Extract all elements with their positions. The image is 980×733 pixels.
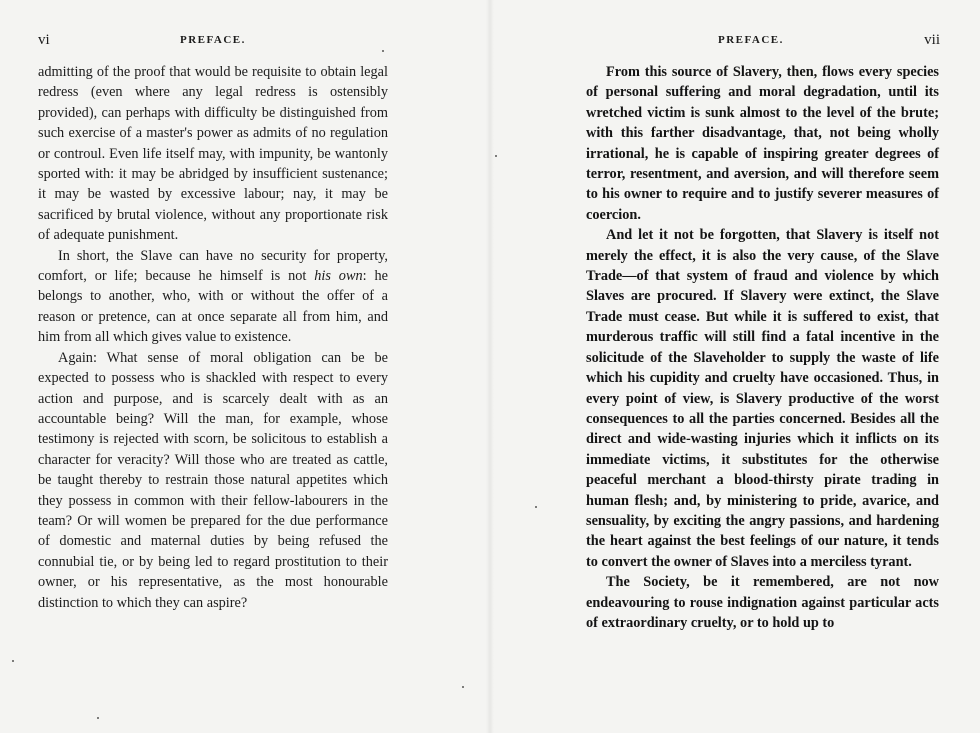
print-speck	[382, 50, 384, 52]
paragraph: From this source of Slavery, then, flows every species of personal suffering and moral degradation, until its wretched victim is sunk almost to the level of the brute; with this farther disadvantage, that, not being wholly irrational, he is capable of inspiring greater degrees of terror, resentment, and aversion, and will therefore seem to his owner to require and to justify severer measures of coercion.	[586, 64, 939, 223]
paragraph: admitting of the proof that would be requisite to obtain legal redress (even where any legal redress is ostensibly provided), can perhaps with difficulty be distinguished from such exercise of a master's power as admits of no regulation or controul. Even life itself may, with impunity, be wantonly sported with: it may be abridged by insufficient sustenance; it may be wasted by excessive labour; nay, it may be sacrificed by brutal violence, without any proportionate risk of adequate punishment.	[38, 64, 388, 244]
paragraph: And let it not be forgotten, that Slavery is itself not merely the effect, it is also the very cause, of the Slave Trade—of that system of fraud and violence by which Slaves are procured. If Slavery were extinct, the Slave Trade must cease. But while it is suffered to exist, that murderous traffic will still find a fatal incentive in the solicitude of the Slaveholder to supply the waste of life which his cupidity and cruelty have occasioned. Thus, in every point of view, is Slavery productive of the worst consequences to all the parties concerned. Besides all the direct and wide-wasting injuries which it inflicts on its immediate victims, it substitutes for the otherwise peaceful merchant a blood-thirsty pirate trading in human flesh; and, by ministering to pride, avarice, and sensuality, by exciting the angry passions, and hardening the heart against the best feelings of our nature, it tends to convert the owner of Slaves into a merciless tyrant.	[586, 227, 939, 570]
right-page-header	[586, 32, 940, 52]
print-speck	[462, 686, 464, 688]
right-running-head: PREFACE.	[718, 34, 784, 46]
left-page-header	[38, 32, 390, 52]
print-speck	[12, 660, 14, 662]
paragraph-text: In short, the Slave can have no security for property, comfort, or life; because he himself is not	[38, 247, 388, 285]
emphasis-text: his own	[314, 268, 363, 285]
paragraph-text: : he belongs to another, who, with or without the offer of a reason or pretence, can at once separate all from him, and him from all which gives value to existence.	[38, 268, 388, 346]
paragraph	[38, 246, 388, 348]
print-speck	[535, 506, 537, 508]
paragraph: The Society, be it remembered, are not now endeavouring to rouse indignation against particular acts of extraordinary cruelty, or to hold up to	[586, 574, 939, 631]
right-page-body	[586, 62, 939, 633]
left-running-head: PREFACE.	[180, 34, 246, 46]
left-page-number: vi	[38, 32, 50, 48]
print-speck	[495, 155, 497, 157]
paragraph: Again: What sense of moral obligation can be be expected to possess who is shackled with respect to every action and purpose, and is scarcely dealt with as an accountable being? Will the man, for example, whose testimony is rejected with scorn, be solicitous to establish a character for veracity? Will those who are treated as cattle, be taught thereby to restrain those natural appetites which they possess in common with their fellow-labourers in the team? Or will women be prepared for the due performance of domestic and maternal duties by being refused the connubial tie, or by being led to regard prostitution to their owner, or his representative, as the most honourable distinction to which they can aspire?	[38, 349, 388, 611]
right-page-number: vii	[924, 32, 940, 48]
left-page-body	[38, 62, 388, 613]
print-speck	[97, 717, 99, 719]
